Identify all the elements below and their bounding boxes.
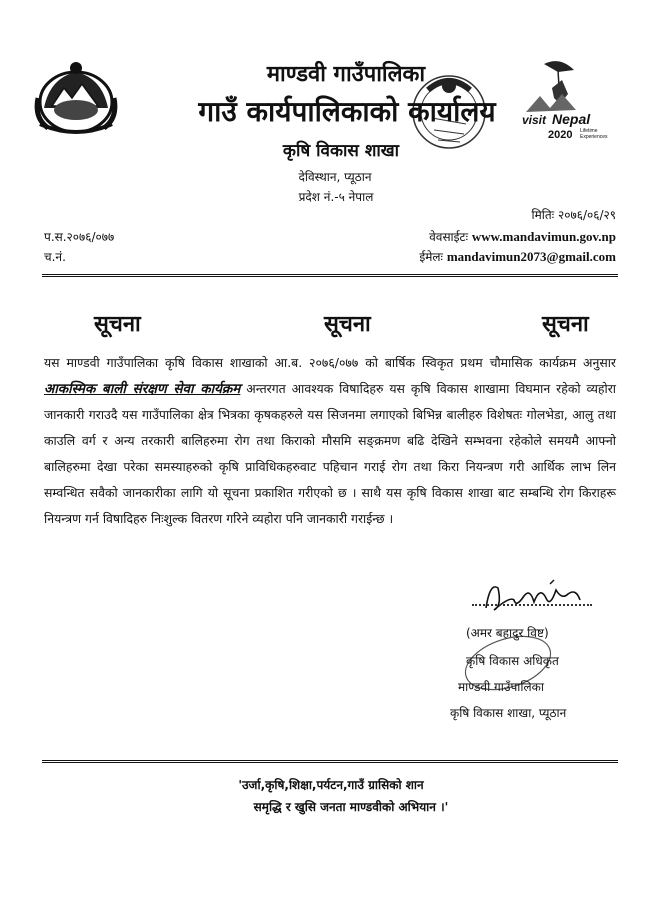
notice-body (44, 350, 616, 532)
body-part-2: अन्तरगत आवश्यक विषादिहरु यस कृषि विकास शाखामा विघमान रहेको व्यहोरा जानकारी गराउदै यस गाउँपालिका क्षेत्र भित्रका कृषकहरुले यस सिजनमा लगाएको बिभिन्न बालीहरु विशेषतः गोलभेडा, आलु तथा काउलि वर्ग र अन्य तरकारी बालिहरुमा रोग तथा किराको मौसमि सङ्क्रमण बढि देखिने सम्भवना रहेकोले समयमै आफ्नो बालिहरुमा देखा परेका समस्याहरुको कृषि प्राविधिकहरुवाट पहिचान गराई रोग तथा किरा नियन्त्रण गरी आर्थिक लाभ लिन सम्वन्धित सवैको जानकारीका लागि यो सूचना प्रकाशित गरीएको छ । साथै यस कृषि विकास शाखा बाट सम्बन्धि रोग किराहरू नियन्त्रण गर्न विषादिहरु निःशुल्क वितरण गरिने व्यहोरा पनि जानकारी गराईन्छ । (44, 381, 616, 526)
footer-divider (42, 760, 618, 764)
svg-text:Lifetime: Lifetime (580, 128, 598, 134)
svg-text:visit: visit (522, 113, 547, 127)
body-part-1: यस माण्डवी गाउँपालिका कृषि विकास शाखाको आ.ब. २०७६/०७७ को बार्षिक स्विकृत प्रथम चौमासिक कार्यक्रम अनुसार (44, 355, 616, 370)
signatory-name: (अमर बहादुर विष्ट) (466, 626, 549, 640)
signatory-title: कृषि विकास अधिकृत (466, 654, 559, 668)
footer-motto-line-2: समृद्धि र खुसि जनता माण्डवीको अभियान ।' (253, 800, 449, 814)
province-line: प्रदेश नं.-५ नेपाल (298, 190, 374, 204)
office-location: देविस्थान, प्यूठान (298, 170, 372, 184)
svg-text:2020: 2020 (548, 129, 573, 141)
handwritten-signature (480, 578, 590, 618)
reference-number: प.स.२०७६/०७७ (44, 230, 115, 244)
header-divider (42, 274, 618, 278)
footer-motto-line-1: 'उर्जा,कृषि,शिक्षा,पर्यटन,गाउँ ग्रासिको शान (238, 778, 424, 792)
email-link[interactable]: mandavimun2073@gmail.com (446, 249, 616, 264)
signatory-branch: कृषि विकास शाखा, प्यूठान (450, 706, 567, 720)
notice-heading-left: सूचना (94, 312, 141, 337)
svg-text:Experiences: Experiences (580, 134, 608, 140)
signatory-office: माण्डवी गाउँपालिका (458, 680, 544, 694)
program-name: आकस्मिक बाली संरक्षण सेवा कार्यक्रम (44, 381, 241, 397)
website-label: वेवसाईटः (429, 230, 469, 244)
website-link[interactable]: www.mandavimun.gov.np (471, 229, 616, 244)
notice-heading-right: सूचना (542, 312, 589, 337)
email-label: ईमेलः (419, 250, 443, 264)
office-title: गाउँ कार्यपालिकाको कार्यालय (198, 95, 496, 128)
website-line (429, 228, 616, 245)
email-line (419, 248, 616, 265)
date-line: मितिः २०७६/०६/२९ (531, 208, 616, 222)
branch-title: कृषि विकास शाखा (282, 141, 400, 161)
notice-heading-center: सूचना (324, 312, 371, 337)
svg-text:Nepal: Nepal (552, 111, 591, 127)
dispatch-number: च.नं. (44, 250, 66, 264)
municipality-name: माण्डवी गाउँपालिका (266, 62, 426, 87)
signature-line (472, 604, 592, 606)
